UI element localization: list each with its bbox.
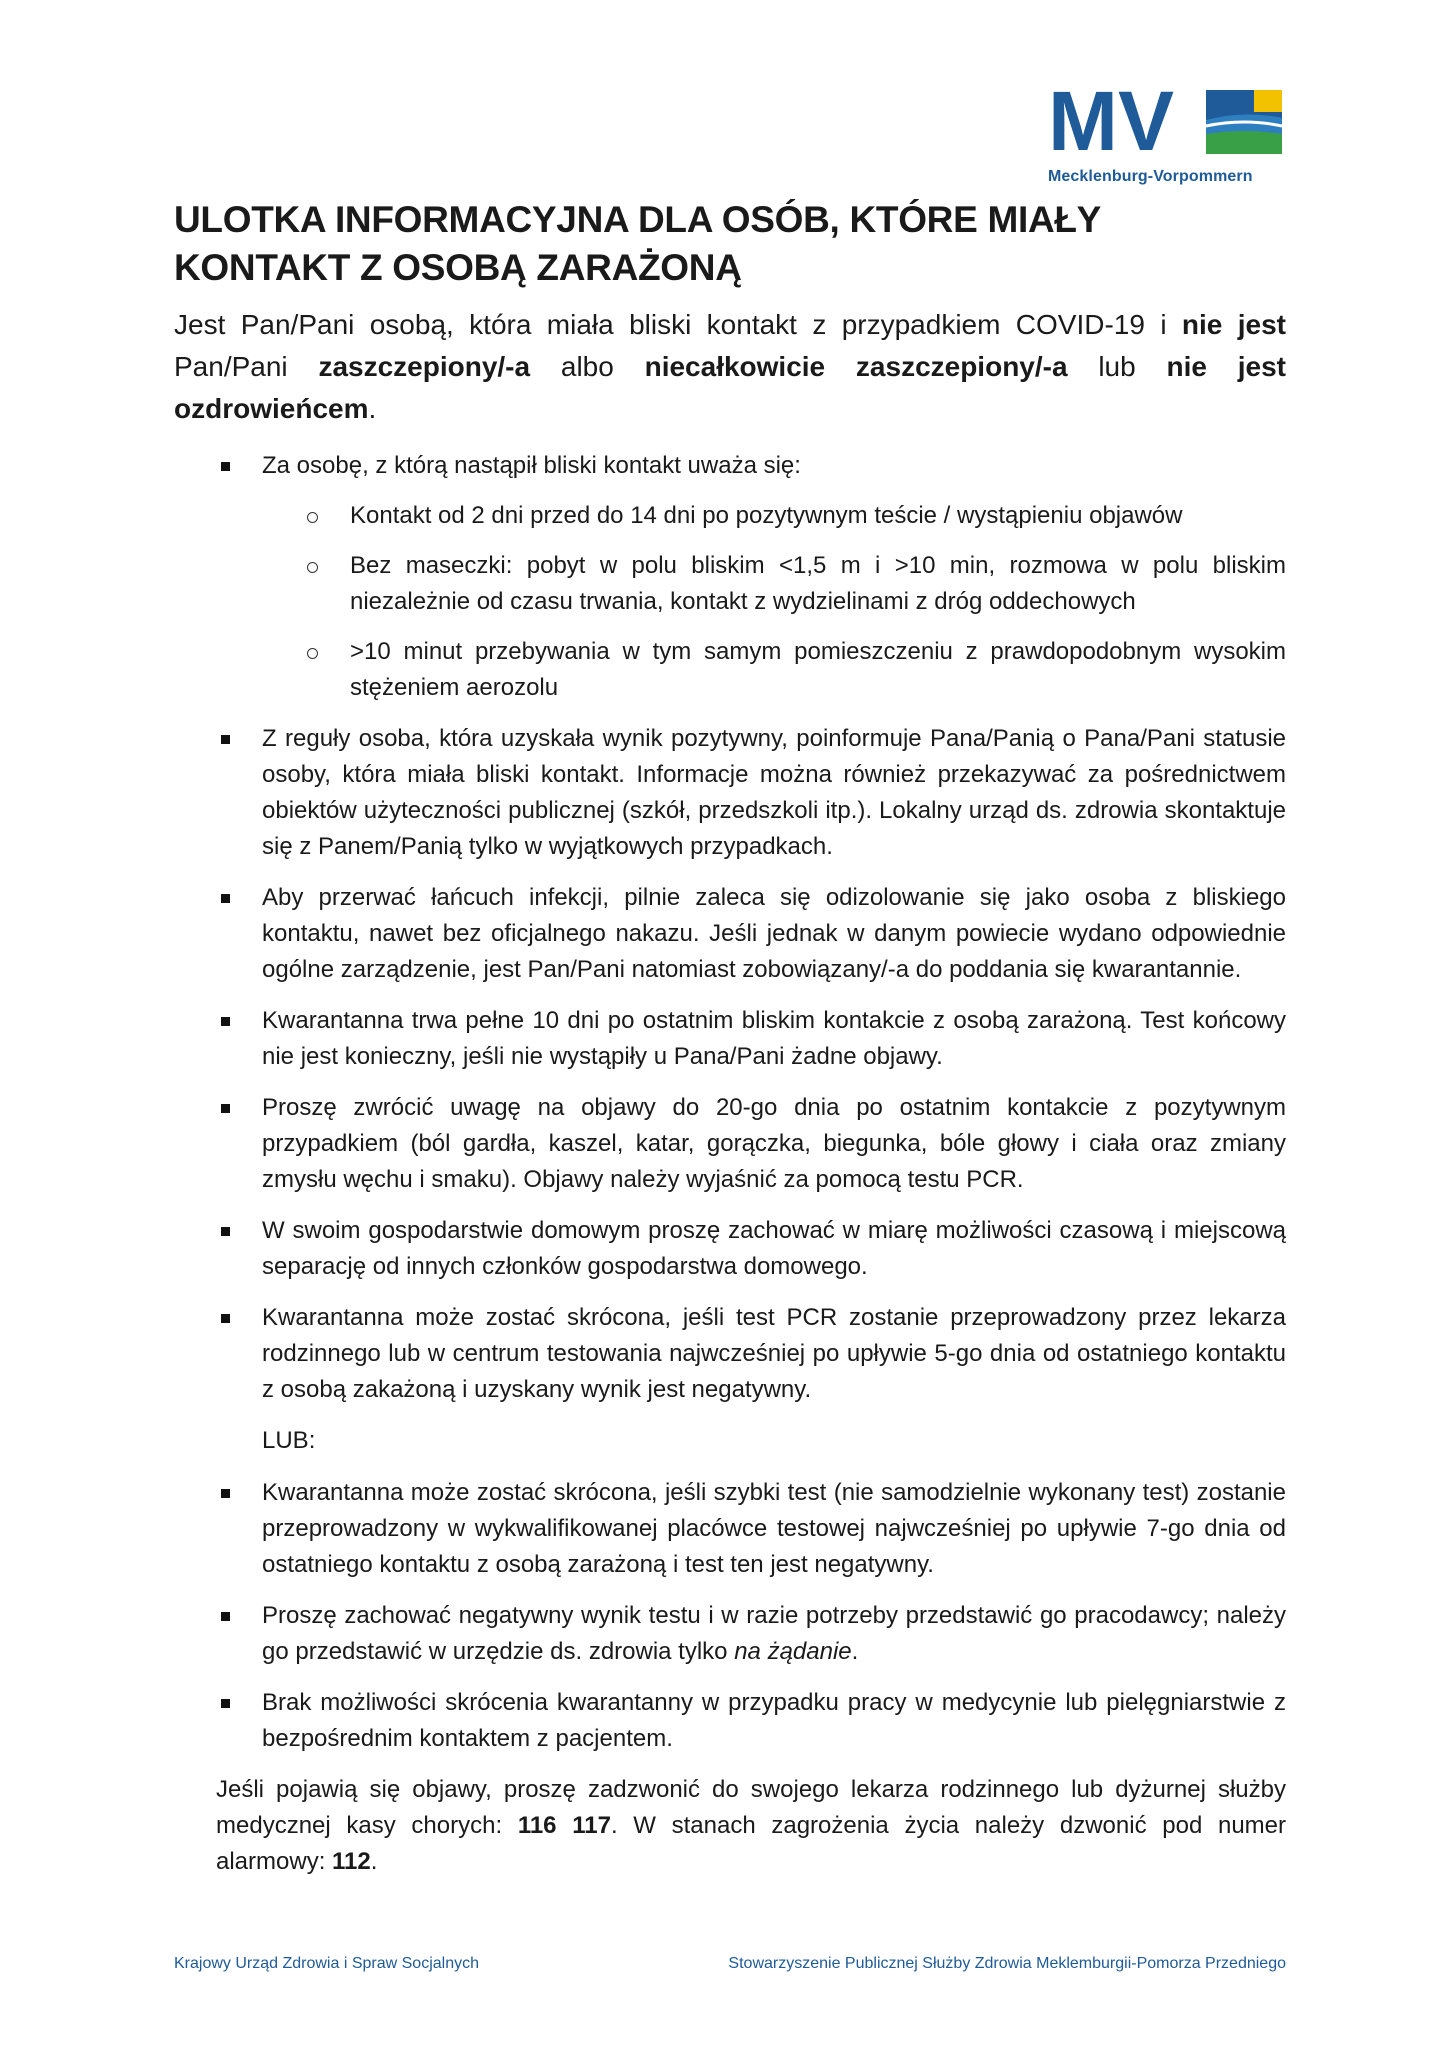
square-bullet-icon	[221, 1612, 230, 1621]
logo	[1048, 84, 1288, 194]
intro-text: albo	[530, 351, 645, 382]
sub-list-item	[262, 498, 1286, 534]
intro-paragraph	[174, 304, 1286, 430]
list-item	[174, 1090, 1286, 1198]
intro-text: .	[368, 393, 377, 424]
square-bullet-icon	[221, 894, 230, 903]
circle-bullet-icon	[307, 648, 318, 659]
list-item-text: Z reguły osoba, która uzyskała wynik pozytywny, poinformuje Pana/Panią o Pana/Pani statusie osoby, która miała bliski kontakt. Informacje można również przekazywać za pośrednictwem obiektów użyteczności publicznej (szkół, przedszkoli itp.). Lokalny urząd ds. zdrowia skontaktuje się z Panem/Panią tylko w wyjątkowych przypadkach.	[262, 725, 1286, 860]
intro-text: Pan/Pani	[174, 351, 319, 382]
sub-list-item-text: >10 minut przebywania w tym samym pomieszczeniu z prawdopodobnym wysokim stężeniem aerozolu	[350, 638, 1286, 701]
circle-bullet-icon	[307, 512, 318, 523]
list-item-text: W swoim gospodarstwie domowym proszę zachować w miarę możliwości czasową i miejscową separację od innych członków gospodarstwa domowego.	[262, 1217, 1286, 1280]
square-bullet-icon	[221, 462, 230, 471]
intro-bold: niecałkowicie zaszczepiony/-a	[644, 351, 1068, 382]
intro-text: Jest Pan/Pani osobą, która miała bliski kontakt z przypadkiem COVID-19 i	[174, 309, 1182, 340]
intro-text: lub	[1067, 351, 1167, 382]
sub-list-item-text: Kontakt od 2 dni przed do 14 dni po pozytywnym teście / wystąpieniu objawów	[350, 502, 1183, 529]
square-bullet-icon	[221, 1227, 230, 1236]
square-bullet-icon	[221, 735, 230, 744]
list-item	[174, 448, 1286, 706]
list-item	[174, 1685, 1286, 1757]
list-item	[174, 721, 1286, 865]
list-item-text: Kwarantanna trwa pełne 10 dni po ostatnim bliskim kontakcie z osobą zarażoną. Test końcowy nie jest konieczny, jeśli nie wystąpiły u Pana/Pani żadne objawy.	[262, 1007, 1286, 1070]
list-item	[174, 880, 1286, 988]
list-item-text: Kwarantanna może zostać skrócona, jeśli szybki test (nie samodzielnie wykonany test) zostanie przeprowadzony w wykwalifikowanej placówce testowej najwcześniej po upływie 7-go dnia od ostatniego kontaktu z osobą zarażoną i test ten jest negatywny.	[262, 1479, 1286, 1578]
closing-text: .	[370, 1848, 378, 1875]
sub-list	[262, 498, 1286, 706]
mv-logo-graphic	[1048, 84, 1288, 164]
intro-bold: nie jest ozdrowieńcem	[174, 351, 1286, 424]
list-item	[174, 1300, 1286, 1408]
flag-icon	[1206, 90, 1282, 154]
circle-bullet-icon	[307, 562, 318, 573]
logo-wordmark: MV	[1048, 84, 1174, 164]
square-bullet-icon	[221, 1017, 230, 1026]
intro-bold: nie jest	[1181, 309, 1286, 340]
closing-text: . W stanach zagrożenia życia należy dzwonić pod numer alarmowy:	[216, 1812, 1286, 1875]
logo-caption: Mecklenburg-Vorpommern	[1048, 168, 1253, 185]
sub-list-item	[262, 548, 1286, 620]
square-bullet-icon	[221, 1699, 230, 1708]
title-line-1: ULOTKA INFORMACYJNA DLA OSÓB, KTÓRE MIAŁY	[174, 199, 1102, 240]
title-line-2: KONTAKT Z OSOBĄ ZARAŻONĄ	[174, 247, 742, 288]
list-item	[174, 1475, 1286, 1583]
list-item-text: Proszę zachować negatywny wynik testu i w razie potrzeby przedstawić go pracodawcy; należy go przedstawić w urzędzie ds. zdrowia tylko	[262, 1602, 1286, 1665]
list-item-emphasis: na żądanie	[734, 1638, 852, 1665]
list-item-text: Za osobę, z którą nastąpił bliski kontakt uważa się:	[262, 452, 801, 479]
square-bullet-icon	[221, 1314, 230, 1323]
footer-right: Stowarzyszenie Publicznej Służby Zdrowia Meklemburgii-Pomorza Przedniego	[728, 1955, 1286, 1972]
list-item	[174, 1003, 1286, 1075]
list-item-text: .	[851, 1638, 859, 1665]
square-bullet-icon	[221, 1489, 230, 1498]
phone-number-medical: 116 117	[517, 1812, 611, 1839]
sub-list-item	[262, 634, 1286, 706]
phone-number-emergency: 112	[332, 1848, 371, 1875]
list-item-text: Brak możliwości skrócenia kwarantanny w przypadku pracy w medycynie lub pielęgniarstwie z bezpośrednim kontaktem z pacjentem.	[262, 1689, 1286, 1752]
list-item	[174, 1213, 1286, 1285]
closing-text: Jeśli pojawią się objawy, proszę zadzwonić do swojego lekarza rodzinnego lub dyżurnej służby medycznej kasy chorych:	[216, 1776, 1286, 1839]
info-list-continued	[174, 1475, 1286, 1757]
list-item-text: Aby przerwać łańcuch infekcji, pilnie zaleca się odizolowanie się jako osoba z bliskiego kontaktu, nawet bez oficjalnego nakazu. Jeśli jednak w danym powiecie wydano odpowiednie ogólne zarządzenie, jest Pan/Pani natomiast zobowiązany/-a do poddania się kwarantannie.	[262, 884, 1286, 983]
closing-paragraph	[216, 1772, 1286, 1880]
list-item-text: Kwarantanna może zostać skrócona, jeśli test PCR zostanie przeprowadzony przez lekarza rodzinnego lub w centrum testowania najwcześniej po upływie 5-go dnia od ostatniego kontaktu z osobą zakażoną i uzyskany wynik jest negatywny.	[262, 1304, 1286, 1403]
list-item	[174, 1598, 1286, 1670]
info-list	[174, 448, 1286, 1408]
square-bullet-icon	[221, 1104, 230, 1113]
sub-list-item-text: Bez maseczki: pobyt w polu bliskim <1,5 m i >10 min, rozmowa w polu bliskim niezależnie od czasu trwania, kontakt z wydzielinami z dróg oddechowych	[350, 552, 1286, 615]
list-item-text: Proszę zwrócić uwagę na objawy do 20-go dnia po ostatnim kontakcie z pozytywnym przypadkiem (ból gardła, kaszel, katar, gorączka, biegunka, bóle głowy i ciała oraz zmiany zmysłu węchu i smaku). Objawy należy wyjaśnić za pomocą testu PCR.	[262, 1094, 1286, 1193]
page-title	[174, 196, 1286, 292]
document-body	[174, 196, 1286, 1880]
footer-left: Krajowy Urząd Zdrowia i Spraw Socjalnych	[174, 1955, 479, 1972]
or-separator: LUB:	[262, 1427, 316, 1454]
intro-bold: zaszczepiony/-a	[318, 351, 531, 382]
